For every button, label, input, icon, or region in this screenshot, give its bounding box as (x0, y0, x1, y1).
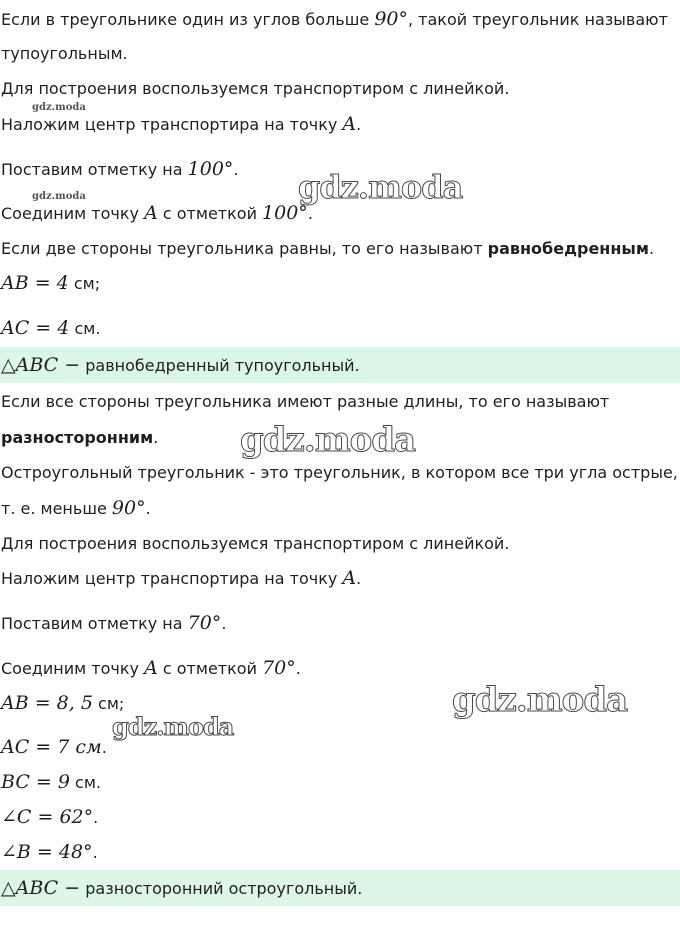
text-line-obtuse-definition (0, 2, 680, 36)
text: . (356, 569, 362, 588)
text: Для построения воспользуемся транспортиром с линейкой. (1, 534, 510, 553)
text-line (0, 107, 680, 141)
result-highlight (0, 870, 680, 906)
text: см. (69, 319, 101, 338)
text: Остроугольный треугольник - это треугольник, в котором все три угла острые, (1, 463, 678, 482)
text-line (0, 456, 680, 490)
math: A (144, 202, 158, 224)
text-line (0, 561, 680, 595)
text: Наложим центр транспортира на точку (1, 569, 343, 588)
text-line (0, 800, 680, 834)
math: △ABC − (1, 354, 81, 376)
text: см; (68, 274, 101, 293)
text: Соединим точку (1, 204, 145, 223)
text-line (0, 311, 680, 345)
text-line (0, 730, 680, 764)
math: A (342, 567, 357, 589)
math: ∠B = 48° (1, 841, 93, 863)
math: 90° (374, 8, 408, 30)
text-line (0, 232, 680, 266)
text: Наложим центр транспортира на точку (1, 115, 343, 134)
text: разносторонний остроугольный. (80, 879, 363, 898)
text: Поставим отметку на (1, 614, 188, 633)
text: . (356, 115, 362, 134)
text: , такой треугольник называют (408, 10, 668, 29)
result-highlight (0, 347, 680, 383)
term: разносторонним (1, 428, 154, 447)
text: см; (92, 694, 125, 713)
math: AB = 8, 5 (1, 692, 93, 714)
text: . (233, 160, 239, 179)
term: равнобедренным (487, 239, 649, 258)
text: Поставим отметку на (1, 160, 188, 179)
watermark: gdz.moda (112, 712, 234, 741)
text: тупоугольным. (1, 44, 128, 63)
text: . (145, 499, 151, 518)
text: т. е. меньше (1, 499, 112, 518)
text: с отметкой (157, 204, 263, 223)
math: 70° (262, 657, 296, 679)
math: BC = 9 (1, 771, 70, 793)
text: с отметкой (157, 659, 263, 678)
text-line (0, 765, 680, 799)
math: 100° (187, 158, 234, 180)
math: AC = 4 (1, 317, 70, 339)
text: см. (69, 773, 101, 792)
text-line (0, 491, 680, 525)
text: Если две стороны треугольника равны, то его называют (1, 239, 488, 258)
text-line (0, 37, 680, 71)
text: равнобедренный тупоугольный. (80, 356, 360, 375)
text-line (0, 72, 680, 106)
text: Соединим точку (1, 659, 145, 678)
text: . (307, 204, 313, 223)
text-line (0, 835, 680, 869)
text: . (221, 614, 227, 633)
text-line (0, 527, 680, 561)
math: △ABC − (1, 877, 81, 899)
watermark: gdz.moda (298, 168, 463, 206)
watermark-small: gdz.moda (32, 102, 86, 113)
text: Если в треугольнике один из углов больше (1, 10, 375, 29)
math: ∠C = 62° (1, 806, 94, 828)
text: Если все стороны треугольника имеют разные длины, то его называют (1, 392, 610, 411)
math: AB = 4 (1, 272, 69, 294)
math: 100° (262, 202, 308, 224)
text-line (0, 266, 680, 300)
watermark: gdz.moda (240, 420, 416, 460)
text: . (92, 843, 98, 862)
math: A (342, 113, 357, 135)
text: . (153, 428, 159, 447)
text: . (93, 808, 99, 827)
watermark: gdz.moda (452, 680, 628, 720)
text: . (101, 738, 107, 757)
text-line (0, 385, 680, 419)
math: A (144, 657, 158, 679)
text: . (295, 659, 301, 678)
text: . (648, 239, 655, 258)
text: Для построения воспользуемся транспортиром с линейкой. (1, 79, 510, 98)
math: 70° (187, 612, 222, 634)
text-line (0, 606, 680, 640)
math: AC = 7 см (1, 736, 102, 758)
math: 90° (111, 497, 146, 519)
watermark-small: gdz.moda (32, 191, 86, 202)
